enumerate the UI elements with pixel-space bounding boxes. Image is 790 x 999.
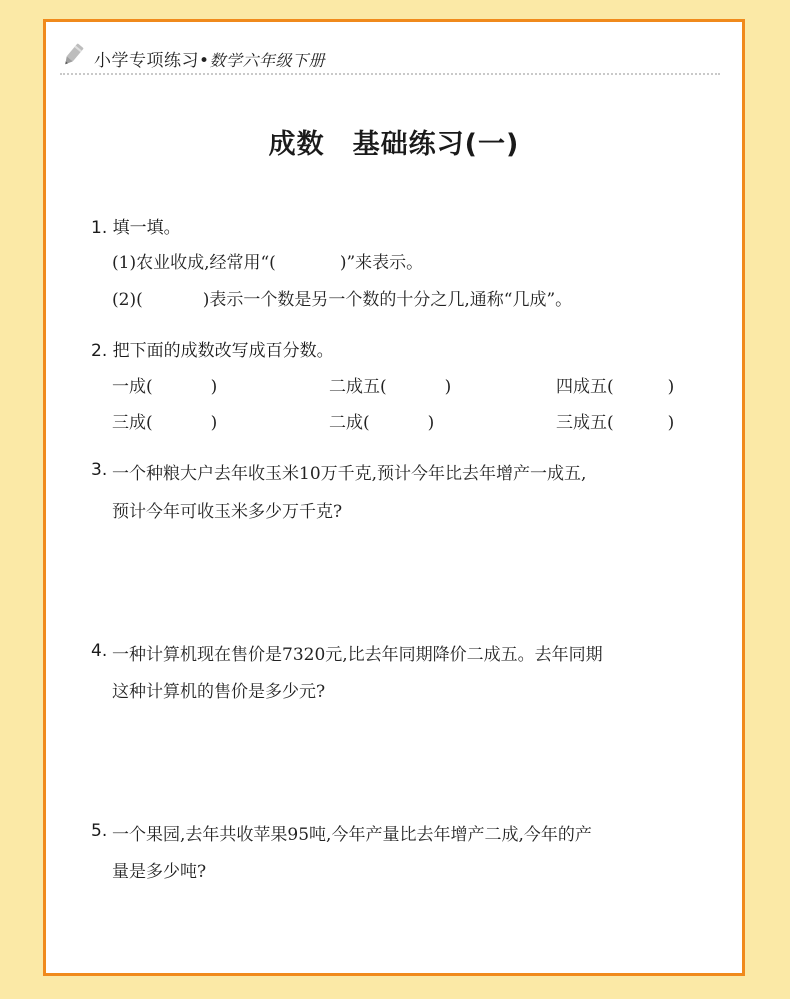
header-title (94, 46, 325, 71)
conversion-label: 三成( (112, 413, 153, 433)
question-3-answer-area[interactable] (112, 527, 712, 627)
question-5-answer-area[interactable] (112, 887, 712, 957)
question-4-line-1: 一种计算机现在售价是7320元,比去年同期降价二成五。去年同期 (112, 645, 603, 665)
conversion-close: ) (667, 377, 675, 397)
pencil-icon (60, 42, 86, 68)
conversion-item (556, 408, 674, 433)
question-1-item-1 (112, 248, 423, 273)
conversion-close: ) (444, 377, 452, 397)
question-5-line-2: 量是多少吨? (112, 862, 207, 882)
header-separator: • (199, 51, 210, 71)
question-5-line-1: 一个果园,去年共收苹果95吨,今年产量比去年增产二成,今年的产 (112, 825, 592, 845)
question-1-title: 填一填。 (112, 218, 181, 238)
header-divider (60, 73, 720, 75)
book-series: 小学专项练习 (94, 51, 199, 71)
q1-item1-text-end: )”来表示。 (339, 253, 424, 273)
question-3-line-1: 一个种粮大户去年收玉米10万千克,预计今年比去年增产一成五, (112, 464, 587, 484)
q1-item2-text: (2)( (112, 290, 143, 310)
question-1-heading (91, 213, 181, 238)
question-2-title: 把下面的成数改写成百分数。 (112, 341, 334, 361)
conversion-label: 四成五( (556, 377, 614, 397)
question-4-answer-area[interactable] (112, 707, 712, 807)
question-1-number: 1. (91, 218, 108, 238)
conversion-item (329, 372, 451, 397)
conversion-item (329, 408, 434, 433)
conversion-item (112, 408, 217, 433)
conversion-label: 二成五( (329, 377, 387, 397)
conversion-close: ) (427, 413, 435, 433)
question-2-number: 2. (91, 341, 108, 361)
page-title: 成数 基础练习(一) (268, 129, 520, 160)
conversion-close: ) (667, 413, 675, 433)
conversion-label: 二成( (329, 413, 370, 433)
question-3-line-2: 预计今年可收玉米多少万千克? (112, 502, 343, 522)
q1-item1-text: (1)农业收成,经常用“( (112, 253, 276, 273)
question-3-number: 3. (91, 460, 108, 480)
conversion-label: 一成( (112, 377, 153, 397)
question-1-item-2 (112, 285, 572, 310)
page-header (46, 40, 742, 82)
question-4-line-2: 这种计算机的售价是多少元? (112, 682, 326, 702)
conversion-item (556, 372, 674, 397)
conversion-label: 三成五( (556, 413, 614, 433)
conversion-close: ) (210, 377, 218, 397)
conversion-item (112, 372, 217, 397)
book-subtitle: 数学六年级下册 (209, 51, 326, 70)
question-2-heading (91, 336, 334, 361)
q1-item2-text-end: )表示一个数是另一个数的十分之几,通称“几成”。 (202, 290, 573, 310)
question-4-number: 4. (91, 641, 108, 661)
conversion-close: ) (210, 413, 218, 433)
worksheet-page (43, 19, 745, 976)
question-5-number: 5. (91, 821, 108, 841)
